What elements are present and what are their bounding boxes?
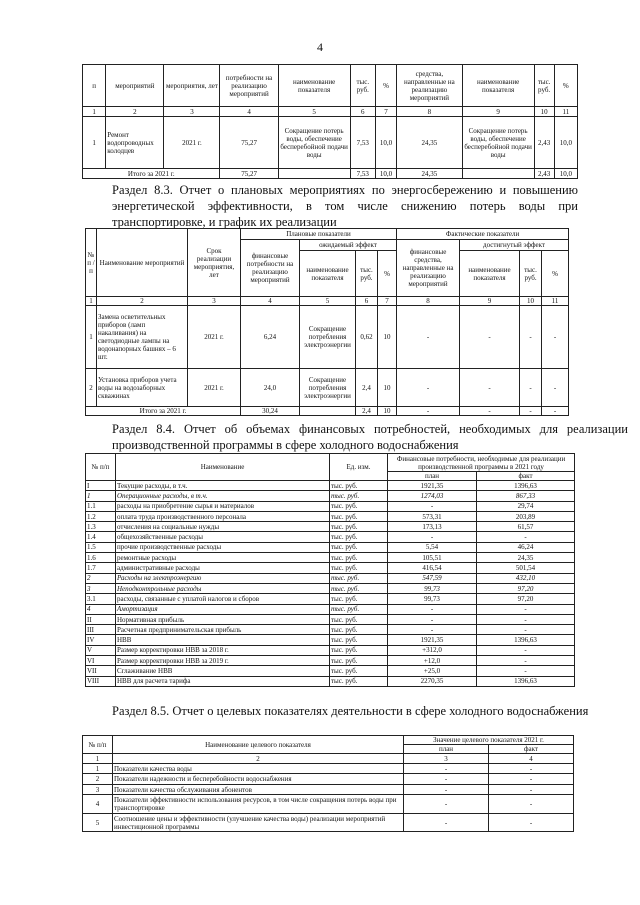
t1-col-num: 9 — [462, 107, 534, 117]
t4-col-num: 4 — [489, 754, 574, 764]
t4-cell: Показатели качества воды — [113, 764, 404, 774]
t1-header-cell: мероприятий — [106, 65, 164, 107]
t3-cell-u: тыс. руб. — [330, 604, 388, 614]
t3-cell-n: VII — [86, 666, 116, 676]
t2-h-term: Срок реализации мероприятия, лет — [188, 229, 241, 297]
t1-header-cell: п — [83, 65, 106, 107]
t3-cell-p: - — [388, 501, 477, 511]
t4-cell: 1 — [83, 764, 113, 774]
t3-cell-p: 2270,35 — [388, 676, 477, 686]
t3-cell-n: 1.4 — [86, 532, 116, 542]
t3-cell-n: 2 — [86, 573, 116, 583]
t2-h-fin: финансовые потребности на реализацию мероприятий — [241, 240, 300, 297]
t1-header-cell: наименование показателя — [462, 65, 534, 107]
t3-cell-f: 46,24 — [477, 542, 575, 552]
t4-cell: - — [489, 774, 574, 785]
t2-h-plan: Плановые показатели — [241, 229, 397, 240]
t4-h-name: Наименование целевого показателя — [113, 736, 404, 754]
table-row — [86, 604, 575, 614]
t1-col-num: 1 — [83, 107, 106, 117]
t3-cell-f: 203,89 — [477, 511, 575, 521]
t2-cell: - — [520, 369, 542, 407]
t2-cell: - — [460, 306, 520, 369]
t1-cell: 10,0 — [554, 117, 577, 169]
t3-cell-n: 1.1 — [86, 501, 116, 511]
t3-cell-n: III — [86, 625, 116, 635]
t3-cell-p: 99,73 — [388, 594, 477, 604]
t1-col-num: 8 — [397, 107, 463, 117]
table-row — [86, 553, 575, 563]
t1-col-num: 4 — [220, 107, 278, 117]
t2-col-num: 2 — [97, 297, 188, 306]
t3-cell-f: 97,20 — [477, 583, 575, 593]
t1-header-cell: % — [554, 65, 577, 107]
table-row — [86, 666, 575, 676]
t2-h-ind: наименование показателя — [300, 251, 356, 297]
table-row — [86, 625, 575, 635]
t4-col-num: 3 — [404, 754, 489, 764]
t2-col-num: 5 — [300, 297, 356, 306]
t2-total-cell: - — [520, 407, 542, 416]
t1-cell: Сокращение потерь воды, обеспечение бесперебойной подачи воды — [462, 117, 534, 169]
t3-cell-f: 867,33 — [477, 491, 575, 501]
t4-h-plan: план — [404, 745, 489, 754]
t4-cell: - — [489, 814, 574, 832]
t3-cell-u: тыс. руб. — [330, 614, 388, 624]
t3-cell-u: тыс. руб. — [330, 563, 388, 573]
t2-cell: - — [542, 306, 569, 369]
table-row — [86, 501, 575, 511]
t3-cell-n: V — [86, 645, 116, 655]
t2-h-ind: наименование показателя — [460, 251, 520, 297]
t3-cell-f: 432,10 — [477, 573, 575, 583]
t1-header-cell: потребности на реализацию мероприятий — [220, 65, 278, 107]
t3-cell-u: тыс. руб. — [330, 501, 388, 511]
t2-total-cell: - — [542, 407, 569, 416]
t3-cell-f: 24,35 — [477, 553, 575, 563]
t2-cell: 10 — [378, 369, 397, 407]
t1-header-cell: % — [375, 65, 396, 107]
t3-h-no: № п/п — [86, 454, 116, 481]
t2-h-fact: Фактические показатели — [397, 229, 569, 240]
table-energy-measures — [85, 228, 569, 416]
t3-cell-f: - — [477, 614, 575, 624]
t3-cell-f: - — [477, 645, 575, 655]
t2-cell: Сокращение потребления электроэнергии — [300, 369, 356, 407]
t1-total-cell: 2,43 — [534, 169, 554, 179]
t3-cell-name: Нормативная прибыль — [116, 614, 330, 624]
t3-cell-name: Размер корректировки НВВ за 2018 г. — [116, 645, 330, 655]
t2-total-cell: 30,24 — [241, 407, 300, 416]
table-row — [86, 481, 575, 491]
t1-cell: 10,0 — [375, 117, 396, 169]
t4-cell: - — [489, 785, 574, 795]
t3-cell-p: 573,31 — [388, 511, 477, 521]
t2-cell: - — [542, 369, 569, 407]
t3-cell-u: тыс. руб. — [330, 635, 388, 645]
t3-cell-name: прочие производственные расходы — [116, 542, 330, 552]
t3-cell-f: 501,54 — [477, 563, 575, 573]
page-number: 4 — [317, 40, 323, 54]
t3-cell-p: 1274,03 — [388, 491, 477, 501]
t1-header-cell: средства, направленные на реализацию мероприятий — [397, 65, 463, 107]
t2-cell: 6,24 — [241, 306, 300, 369]
table-continued-measures — [82, 64, 578, 179]
t2-total-cell: - — [460, 407, 520, 416]
t4-cell: 4 — [83, 795, 113, 814]
t1-cell: 2,43 — [534, 117, 554, 169]
table-row — [86, 306, 569, 369]
t2-col-num: 11 — [542, 297, 569, 306]
t4-cell: - — [404, 814, 489, 832]
table-row — [83, 795, 574, 814]
t3-cell-u: тыс. руб. — [330, 553, 388, 563]
t1-total-cell: 10,0 — [554, 169, 577, 179]
t3-cell-f: 1396,63 — [477, 676, 575, 686]
t4-cell: - — [404, 764, 489, 774]
t3-cell-p: +25,0 — [388, 666, 477, 676]
table-financial-needs — [85, 453, 575, 687]
table-row — [83, 117, 578, 169]
t3-cell-p: 5,54 — [388, 542, 477, 552]
t3-cell-u: тыс. руб. — [330, 594, 388, 604]
t3-cell-n: VI — [86, 656, 116, 666]
t1-header-cell: мероприятия, лет — [164, 65, 220, 107]
t2-h-fin2: финансовые средства, направленные на реализацию мероприятий — [397, 240, 460, 297]
t2-cell: 2021 г. — [188, 306, 241, 369]
t3-cell-n: 1.5 — [86, 542, 116, 552]
t4-cell: - — [489, 764, 574, 774]
t3-cell-p: +312,0 — [388, 645, 477, 655]
t3-cell-p: 1921,35 — [388, 481, 477, 491]
t3-cell-f: 1396,63 — [477, 481, 575, 491]
t3-cell-f: 29,74 — [477, 501, 575, 511]
section-8-3-title: Раздел 8.3. Отчет о плановых мероприятиях по энергосбережению и повышению энергетической эффективности, в том числе снижению потерь воды при транспортировке, и график их реализации — [112, 183, 578, 229]
t1-col-num: 10 — [534, 107, 554, 117]
t3-cell-name: Операционные расходы, в т.ч. — [116, 491, 330, 501]
t2-h-trub: тыс. руб. — [356, 251, 378, 297]
t3-cell-u: тыс. руб. — [330, 522, 388, 532]
t1-cell: 75,27 — [220, 117, 278, 169]
t1-col-num: 6 — [350, 107, 375, 117]
table-row — [83, 764, 574, 774]
t2-col-num: 6 — [356, 297, 378, 306]
t3-cell-name: административные расходы — [116, 563, 330, 573]
t1-header-cell: наименование показателя — [278, 65, 350, 107]
t2-cell: Сокращение потребления электроэнергии — [300, 306, 356, 369]
t3-h-unit: Ед. изм. — [330, 454, 388, 481]
t3-cell-u: тыс. руб. — [330, 645, 388, 655]
t3-cell-p: +12,0 — [388, 656, 477, 666]
t3-cell-f: - — [477, 666, 575, 676]
t4-cell: 5 — [83, 814, 113, 832]
table-row — [86, 676, 575, 686]
t2-total-cell: 10 — [378, 407, 397, 416]
t2-h-no: № п / п — [86, 229, 97, 297]
t3-cell-name: Размер корректировки НВВ за 2019 г. — [116, 656, 330, 666]
t2-cell: - — [397, 369, 460, 407]
t3-cell-name: расходы на приобретение сырья и материалов — [116, 501, 330, 511]
table-row — [86, 583, 575, 593]
t4-cell: Соотношение цены и эффективности (улучшение качества воды) реализации мероприятий инвестиционной программы — [113, 814, 404, 832]
t1-total-cell: 7,53 — [350, 169, 375, 179]
t1-header-cell: тыс. руб. — [534, 65, 554, 107]
t3-cell-f: 1396,63 — [477, 635, 575, 645]
t4-h-val: Значение целевого показателя 2021 г. — [404, 736, 574, 745]
t1-cell: 7,53 — [350, 117, 375, 169]
t3-cell-name: Сглаживание НВВ — [116, 666, 330, 676]
t3-cell-n: 1.7 — [86, 563, 116, 573]
t2-cell: 1 — [86, 306, 97, 369]
table-row — [86, 645, 575, 655]
t3-cell-n: VIII — [86, 676, 116, 686]
t4-h-no: № п/п — [83, 736, 113, 754]
t3-cell-name: Амортизация — [116, 604, 330, 614]
t4-cell: Показатели эффективности использования ресурсов, в том числе сокращения потерь воды при транспортировке — [113, 795, 404, 814]
t2-h-exp: ожидаемый эффект — [300, 240, 397, 251]
t2-h-pct: % — [378, 251, 397, 297]
t3-cell-u: тыс. руб. — [330, 666, 388, 676]
t1-col-num: 2 — [106, 107, 164, 117]
t3-cell-n: I — [86, 481, 116, 491]
t4-cell: - — [404, 785, 489, 795]
t4-cell: - — [404, 795, 489, 814]
t3-cell-p: - — [388, 532, 477, 542]
table-row — [86, 656, 575, 666]
t1-total-cell: 10,0 — [375, 169, 396, 179]
section-8-4-title: Раздел 8.4. Отчет об объемах финансовых потребностей, необходимых для реализации производственной программы в сфере холодного водоснабжения — [112, 422, 628, 452]
t1-total-cell: 75,27 — [220, 169, 278, 179]
t3-cell-n: 1.6 — [86, 553, 116, 563]
t4-cell: Показатели надежности и бесперебойности водоснабжения — [113, 774, 404, 785]
t4-h-fact: факт — [489, 745, 574, 754]
table-row — [83, 785, 574, 795]
t2-cell: - — [397, 306, 460, 369]
t4-col-num: 2 — [113, 754, 404, 764]
t3-cell-f: - — [477, 625, 575, 635]
t4-cell: 3 — [83, 785, 113, 795]
t3-cell-p: 173,13 — [388, 522, 477, 532]
t3-cell-name: оплата труда производственного персонала — [116, 511, 330, 521]
t2-cell: 2021 г. — [188, 369, 241, 407]
t1-col-num: 11 — [554, 107, 577, 117]
table-total-row — [86, 407, 569, 416]
t4-cell: - — [489, 795, 574, 814]
table-row — [86, 511, 575, 521]
table-row — [83, 774, 574, 785]
t3-cell-u: тыс. руб. — [330, 573, 388, 583]
t1-total-cell: 24,35 — [397, 169, 463, 179]
t3-cell-u: тыс. руб. — [330, 625, 388, 635]
t3-cell-u: тыс. руб. — [330, 532, 388, 542]
t3-cell-n: 1.3 — [86, 522, 116, 532]
table-row — [86, 542, 575, 552]
t2-cell: Замена осветительных приборов (ламп накаливания) на светодиодные лампы на водонапорных башнях – 6 шт. — [97, 306, 188, 369]
t2-col-num: 7 — [378, 297, 397, 306]
t3-cell-name: НВВ для расчета тарифа — [116, 676, 330, 686]
t3-cell-p: - — [388, 625, 477, 635]
t3-cell-n: 3.1 — [86, 594, 116, 604]
t2-total-label: Итого за 2021 г. — [86, 407, 241, 416]
table-row — [86, 573, 575, 583]
t3-cell-n: 4 — [86, 604, 116, 614]
table-total-row — [83, 169, 578, 179]
t2-col-num: 9 — [460, 297, 520, 306]
t3-cell-u: тыс. руб. — [330, 583, 388, 593]
t3-cell-name: общехозяйственные расходы — [116, 532, 330, 542]
t2-cell: 2,4 — [356, 369, 378, 407]
table-target-indicators — [82, 735, 574, 832]
t3-cell-f: - — [477, 604, 575, 614]
t3-cell-n: IV — [86, 635, 116, 645]
t1-cell: 24,35 — [397, 117, 463, 169]
t3-h-fact: факт — [477, 472, 575, 481]
t3-cell-p: 1921,35 — [388, 635, 477, 645]
t3-cell-p: - — [388, 604, 477, 614]
t2-col-num: 8 — [397, 297, 460, 306]
t2-total-cell: 2,4 — [356, 407, 378, 416]
t1-cell: 1 — [83, 117, 106, 169]
t3-cell-p: 547,59 — [388, 573, 477, 583]
t3-cell-p: - — [388, 614, 477, 624]
t3-cell-u: тыс. руб. — [330, 491, 388, 501]
t1-cell: 2021 г. — [164, 117, 220, 169]
t3-h-name: Наименование — [116, 454, 330, 481]
t2-h-pct: % — [542, 251, 569, 297]
table-row — [86, 522, 575, 532]
t3-cell-u: тыс. руб. — [330, 511, 388, 521]
t3-cell-name: расходы, связанные с уплатой налогов и сборов — [116, 594, 330, 604]
t3-cell-name: Неподконтрольные расходы — [116, 583, 330, 593]
table-row — [86, 594, 575, 604]
t1-total-label: Итого за 2021 г. — [83, 169, 220, 179]
t2-col-num: 3 — [188, 297, 241, 306]
t3-cell-f: - — [477, 656, 575, 666]
t3-cell-name: отчисления на социальные нужды — [116, 522, 330, 532]
t2-col-num: 1 — [86, 297, 97, 306]
t4-cell: - — [404, 774, 489, 785]
t3-cell-p: 416,54 — [388, 563, 477, 573]
t3-h-plan: план — [388, 472, 477, 481]
t4-cell: Показатели качества обслуживания абонентов — [113, 785, 404, 795]
t3-cell-n: II — [86, 614, 116, 624]
t3-cell-f: - — [477, 532, 575, 542]
t2-cell: 2 — [86, 369, 97, 407]
t3-h-fin: Финансовые потребности, необходимые для реализации производственной программы в 2021 году — [388, 454, 575, 472]
t3-cell-u: тыс. руб. — [330, 676, 388, 686]
t3-cell-p: 99,73 — [388, 583, 477, 593]
table-row — [86, 532, 575, 542]
table-row — [86, 635, 575, 645]
t2-col-num: 10 — [520, 297, 542, 306]
t1-col-num: 7 — [375, 107, 396, 117]
t2-total-cell: - — [397, 407, 460, 416]
t3-cell-name: ремонтные расходы — [116, 553, 330, 563]
t3-cell-u: тыс. руб. — [330, 542, 388, 552]
t4-cell: 2 — [83, 774, 113, 785]
table-row — [86, 614, 575, 624]
section-8-5-title: Раздел 8.5. Отчет о целевых показателях деятельности в сфере холодного водоснабжения — [112, 704, 589, 718]
table-row — [86, 491, 575, 501]
t1-col-num: 3 — [164, 107, 220, 117]
t3-cell-n: 1.2 — [86, 511, 116, 521]
t2-cell: Установка приборов учета воды на водозаборных скважинах — [97, 369, 188, 407]
t2-cell: 0,62 — [356, 306, 378, 369]
t1-header-cell: тыс. руб. — [350, 65, 375, 107]
t1-col-num: 5 — [278, 107, 350, 117]
t2-cell: 10 — [378, 306, 397, 369]
t1-cell: Сокращение потерь воды, обеспечение бесперебойной подачи воды — [278, 117, 350, 169]
t2-cell: - — [520, 306, 542, 369]
t3-cell-name: Расходы на электроэнергию — [116, 573, 330, 583]
table-row — [86, 369, 569, 407]
t3-cell-u: тыс. руб. — [330, 656, 388, 666]
t2-h-trub: тыс. руб. — [520, 251, 542, 297]
t3-cell-name: НВВ — [116, 635, 330, 645]
t3-cell-p: 105,51 — [388, 553, 477, 563]
t4-col-num: 1 — [83, 754, 113, 764]
t3-cell-n: 3 — [86, 583, 116, 593]
t3-cell-u: тыс. руб. — [330, 481, 388, 491]
table-row — [83, 814, 574, 832]
table-row — [86, 563, 575, 573]
t2-cell: 24,0 — [241, 369, 300, 407]
t3-cell-name: Расчетная предпринимательская прибыль — [116, 625, 330, 635]
t2-cell: - — [460, 369, 520, 407]
t3-cell-f: 97,20 — [477, 594, 575, 604]
t2-h-name: Наименование мероприятий — [97, 229, 188, 297]
t1-cell: Ремонт водопроводных колодцев — [106, 117, 164, 169]
t3-cell-n: 1 — [86, 491, 116, 501]
t3-cell-name: Текущие расходы, в т.ч. — [116, 481, 330, 491]
t2-col-num: 4 — [241, 297, 300, 306]
t3-cell-f: 61,57 — [477, 522, 575, 532]
t2-h-ach: достигнутый эффект — [460, 240, 569, 251]
